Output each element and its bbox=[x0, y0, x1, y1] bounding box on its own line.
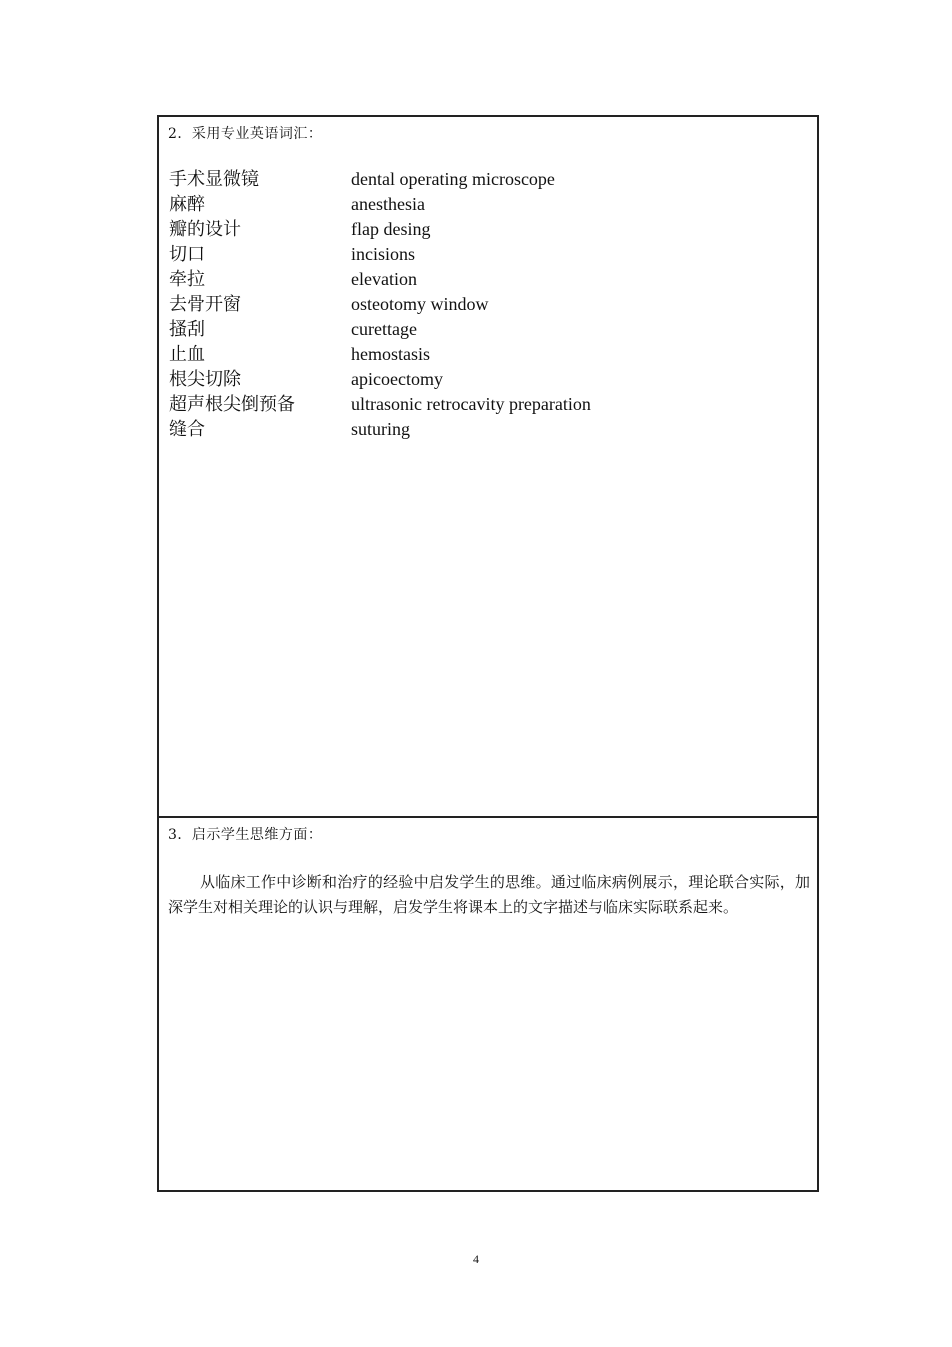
term-chinese: 根尖切除 bbox=[169, 369, 241, 390]
section-heading: 2．采用专业英语词汇： bbox=[168, 126, 323, 142]
list-item bbox=[169, 267, 789, 292]
list-item bbox=[169, 317, 789, 342]
term-english: hemostasis bbox=[351, 344, 430, 364]
term-chinese: 手术显微镜 bbox=[169, 169, 259, 190]
page-number: 4 bbox=[473, 1252, 479, 1266]
table-frame bbox=[157, 115, 819, 1192]
term-english: ultrasonic retrocavity preparation bbox=[351, 394, 591, 414]
list-item bbox=[169, 217, 789, 242]
list-item bbox=[169, 242, 789, 267]
vocabulary-list bbox=[169, 167, 789, 442]
term-chinese: 缝合 bbox=[169, 419, 205, 440]
term-english: elevation bbox=[351, 269, 417, 289]
thinking-section bbox=[159, 818, 817, 1190]
vocabulary-section bbox=[159, 117, 817, 818]
term-chinese: 搔刮 bbox=[169, 319, 205, 340]
term-english: incisions bbox=[351, 244, 416, 264]
term-chinese: 去骨开窗 bbox=[169, 294, 241, 315]
section-heading: 3．启示学生思维方面： bbox=[168, 827, 323, 843]
list-item bbox=[169, 292, 789, 317]
term-english: anesthesia bbox=[351, 194, 425, 214]
list-item bbox=[169, 167, 789, 192]
term-english: dental operating microscope bbox=[351, 169, 555, 189]
list-item bbox=[169, 192, 789, 217]
list-item bbox=[169, 342, 789, 367]
term-chinese: 麻醉 bbox=[169, 194, 205, 215]
term-english: osteotomy window bbox=[351, 294, 489, 314]
body-paragraph: 从临床工作中诊断和治疗的经验中启发学生的思维。通过临床病例展示，理论联合实际，加深学生对相关理论的认识与理解，启发学生将课本上的文字描述与临床实际联系起来。 bbox=[168, 873, 810, 916]
term-english: apicoectomy bbox=[351, 369, 443, 389]
term-chinese: 牵拉 bbox=[169, 269, 205, 290]
list-item bbox=[169, 367, 789, 392]
term-english: curettage bbox=[351, 319, 417, 339]
term-english: suturing bbox=[351, 419, 411, 439]
list-item bbox=[169, 392, 789, 417]
term-chinese: 瓣的设计 bbox=[169, 219, 241, 240]
list-item bbox=[169, 417, 789, 442]
term-chinese: 超声根尖倒预备 bbox=[169, 394, 295, 415]
term-chinese: 切口 bbox=[169, 244, 205, 265]
term-chinese: 止血 bbox=[169, 344, 205, 365]
term-english: flap desing bbox=[351, 219, 431, 239]
